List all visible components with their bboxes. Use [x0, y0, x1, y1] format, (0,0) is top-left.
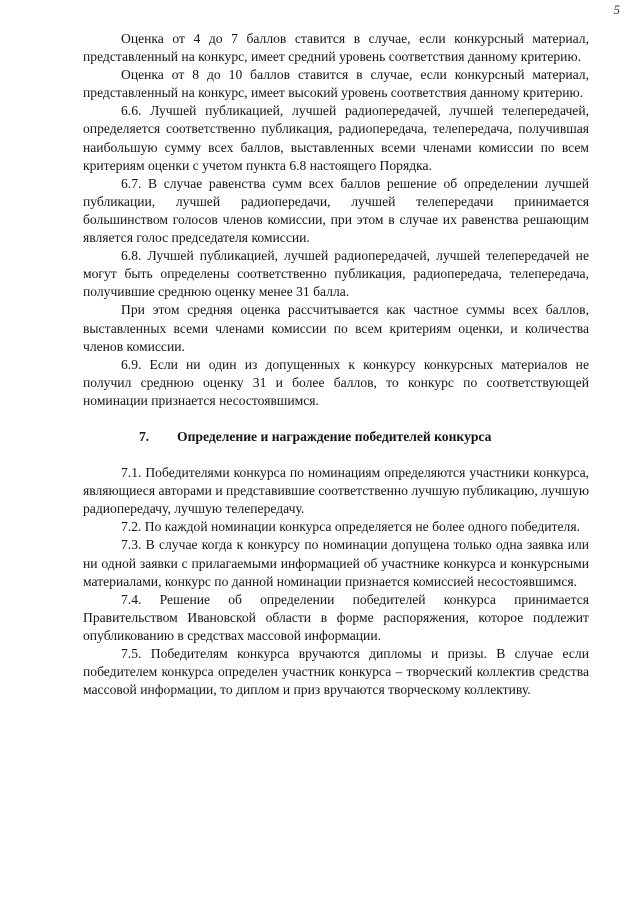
paragraph-7-4: 7.4. Решение об определении победителей конкурса принимается Правительством Ивановской области в форме распоряжения, которое подлежит опубликованию в средствах массовой информации. [83, 591, 589, 643]
paragraph-score-8-10: Оценка от 8 до 10 баллов ставится в случае, если конкурсный материал, представленный на конкурс, имеет высокий уровень соответствия данному критерию. [83, 67, 589, 101]
paragraph-7-1: 7.1. Победителями конкурса по номинациям определяются участники конкурса, являющиеся авторами и представившие соответственно лучшую публикацию, лучшую радиопередачу, лучшую телепередачу. [83, 465, 589, 517]
page-number: 5 [613, 2, 620, 17]
paragraph-average-score: При этом средняя оценка рассчитывается как частное суммы всех баллов, выставленных всеми членами комиссии по всем критериям оценки, и количества членов комиссии. [83, 302, 589, 354]
paragraph-7-3: 7.3. В случае когда к конкурсу по номинации допущена только одна заявка или ни одной заявки с прилагаемыми информацией об участнике конкурса и конкурсными материалами, конкурс по данной номинации признается комиссией несостоявшимся. [83, 537, 589, 589]
section-title: Определение и награждение победителей конкурса [177, 428, 492, 444]
paragraph-7-2: 7.2. По каждой номинации конкурса определяется не более одного победителя. [121, 519, 580, 535]
paragraph-6-8: 6.8. Лучшей публикацией, лучшей радиопередачей, лучшей телепередачей не могут быть определены соответственно публикация, радиопередача, телепередача, получившие среднюю оценку менее 31 балла. [83, 248, 589, 300]
document-body [83, 30, 589, 699]
paragraph-score-4-7: Оценка от 4 до 7 баллов ставится в случае, если конкурсный материал, представленный на конкурс, имеет средний уровень соответствия данному критерию. [83, 31, 589, 65]
paragraph-6-7: 6.7. В случае равенства сумм всех баллов решение об определении лучшей публикации, лучшей радиопередачи, лучшей телепередачи принимается большинством голосов членов комиссии, при этом в случае их равенства решающим является голос председателя комиссии. [83, 175, 589, 246]
paragraph-6-9: 6.9. Если ни один из допущенных к конкурсу конкурсных материалов не получил среднюю оценку 31 и более баллов, то конкурс по соответствующей номинации признается несостоявшимся. [83, 356, 589, 408]
paragraph-6-6: 6.6. Лучшей публикацией, лучшей радиопередачей, лучшей телепередачей, определяется соответственно публикация, радиопередача, телепередача, получившая наибольшую сумму всех баллов, выставленных всеми членами комиссии по всем критериям оценки с учетом пункта 6.8 настоящего Порядка. [83, 103, 589, 173]
section-number: 7. [139, 428, 150, 444]
section-heading [83, 428, 589, 446]
paragraph-7-5: 7.5. Победителям конкурса вручаются дипломы и призы. В случае если победителем конкурса определен участник конкурса – творческий коллектив средства массовой информации, то диплом и приз вручаются творческому коллективу. [83, 646, 589, 698]
